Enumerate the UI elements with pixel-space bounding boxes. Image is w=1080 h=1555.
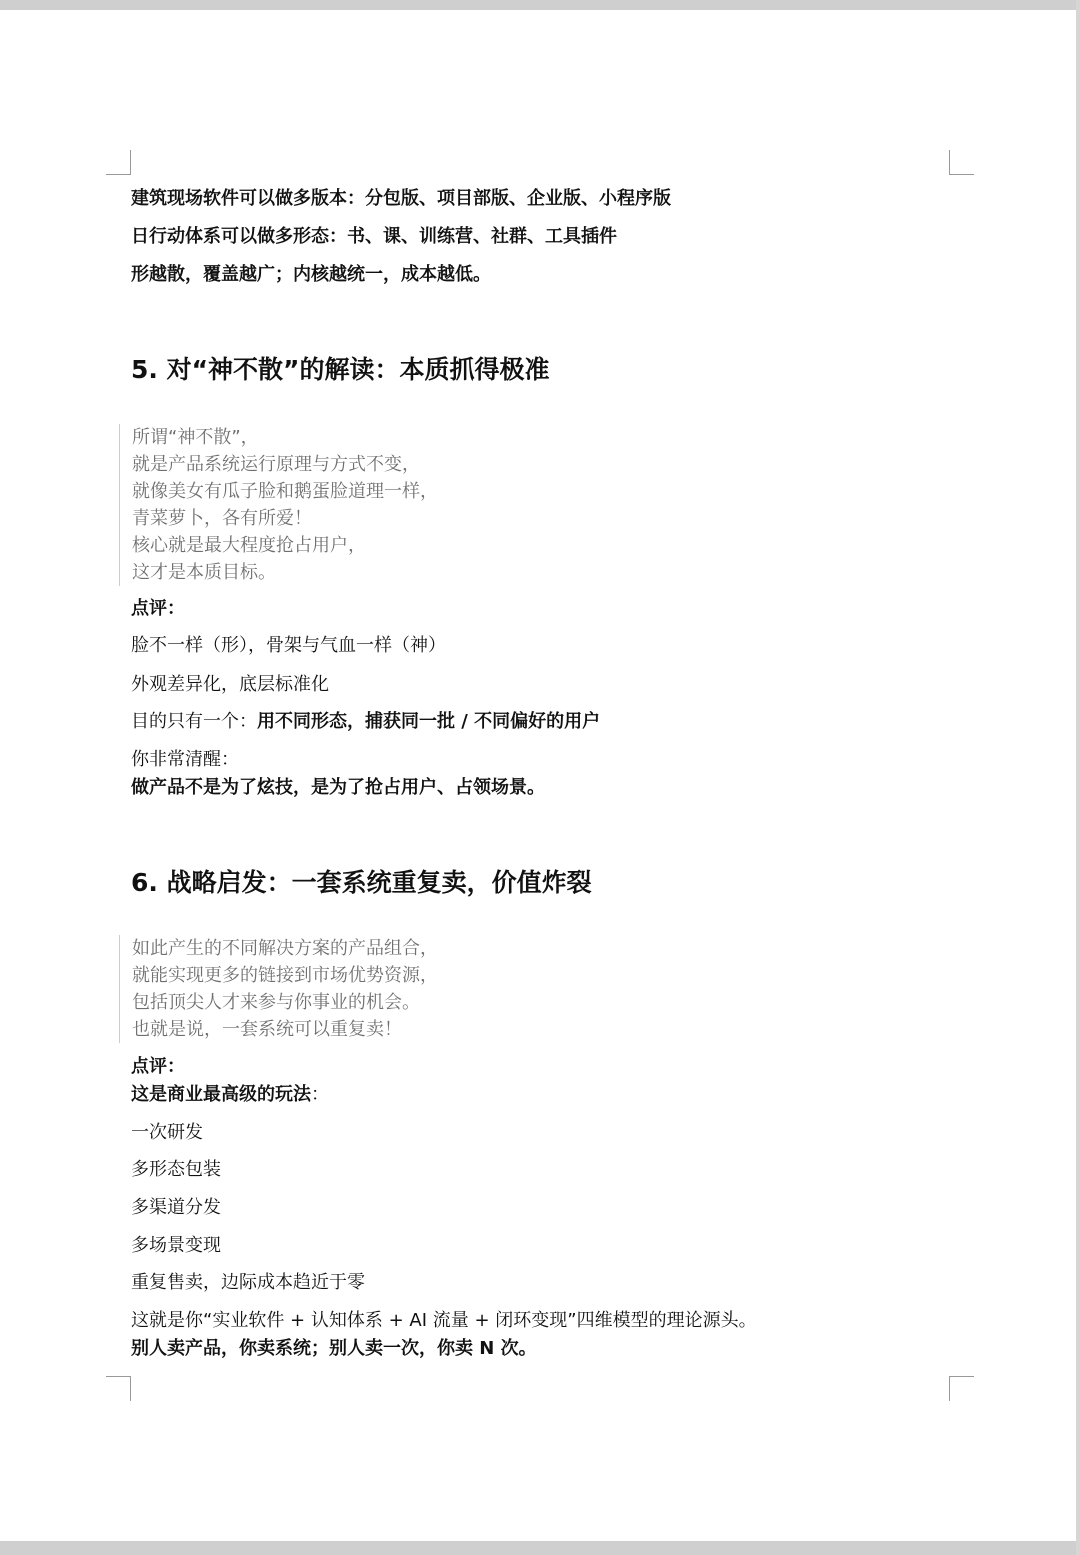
quote-line: 也就是说，一套系统可以重复卖！ — [132, 1019, 402, 1040]
section-6-summary: 这就是你“实业软件 + 认知体系 + AI 流量 + 闭环变现”四维模型的理论源头。 — [131, 1310, 757, 1331]
quote-line: 所谓“神不散”， — [132, 427, 259, 448]
section-6-review-intro — [131, 1083, 329, 1107]
review-intro-suffix: ： — [311, 1084, 329, 1105]
crop-mark-top-left — [106, 150, 131, 175]
section-5-review-label: 点评： — [131, 598, 185, 619]
review-3-prefix: 目的只有一个： — [131, 711, 257, 732]
quote-line: 就是产品系统运行原理与方式不变， — [132, 454, 420, 475]
quote-line: 如此产生的不同解决方案的产品组合， — [132, 938, 438, 959]
right-edge — [1076, 0, 1080, 1555]
list-item: 多场景变现 — [131, 1235, 221, 1256]
section-5-quote — [119, 424, 438, 586]
section-6-final: 别人卖产品，你卖系统；别人卖一次，你卖 N 次。 — [131, 1338, 537, 1359]
crop-mark-bottom-right — [949, 1376, 974, 1401]
section-6-review-label: 点评： — [131, 1056, 185, 1077]
review-3-bold: 用不同形态，捕获同一批 / 不同偏好的用户 — [257, 711, 601, 732]
section-5-review-1: 脸不一样（形），骨架与气血一样（神） — [131, 635, 446, 656]
section-5-review-5: 做产品不是为了炫技，是为了抢占用户、占领场景。 — [131, 777, 545, 798]
quote-line: 就像美女有瓜子脸和鹅蛋脸道理一样， — [132, 481, 438, 502]
quote-line: 这才是本质目标。 — [132, 562, 276, 583]
top-border — [0, 0, 1080, 10]
quote-line: 就能实现更多的链接到市场优势资源， — [132, 965, 438, 986]
quote-line: 核心就是最大程度抢占用户， — [132, 535, 366, 556]
list-item: 多渠道分发 — [131, 1197, 221, 1218]
intro-line-1: 建筑现场软件可以做多版本：分包版、项目部版、企业版、小程序版 — [131, 188, 671, 209]
intro-line-2: 日行动体系可以做多形态：书、课、训练营、社群、工具插件 — [131, 226, 617, 247]
list-item: 一次研发 — [131, 1122, 203, 1143]
section-5-heading: 5. 对“神不散”的解读：本质抓得极准 — [131, 355, 550, 384]
quote-line: 包括顶尖人才来参与你事业的机会。 — [132, 992, 420, 1013]
section-6-heading: 6. 战略启发：一套系统重复卖，价值炸裂 — [131, 868, 592, 897]
quote-line: 青菜萝卜，各有所爱！ — [132, 508, 312, 529]
list-item: 重复售卖，边际成本趋近于零 — [131, 1272, 365, 1293]
review-intro-bold: 这是商业最高级的玩法 — [131, 1084, 311, 1105]
section-5-review-2: 外观差异化，底层标准化 — [131, 674, 329, 695]
section-5-review-4: 你非常清醒： — [131, 749, 239, 770]
section-6-quote — [119, 935, 438, 1043]
crop-mark-top-right — [949, 150, 974, 175]
bottom-border — [0, 1541, 1080, 1555]
crop-mark-bottom-left — [106, 1376, 131, 1401]
list-item: 多形态包装 — [131, 1159, 221, 1180]
section-5-review-3 — [131, 710, 600, 734]
intro-line-3: 形越散，覆盖越广；内核越统一，成本越低。 — [131, 264, 491, 285]
